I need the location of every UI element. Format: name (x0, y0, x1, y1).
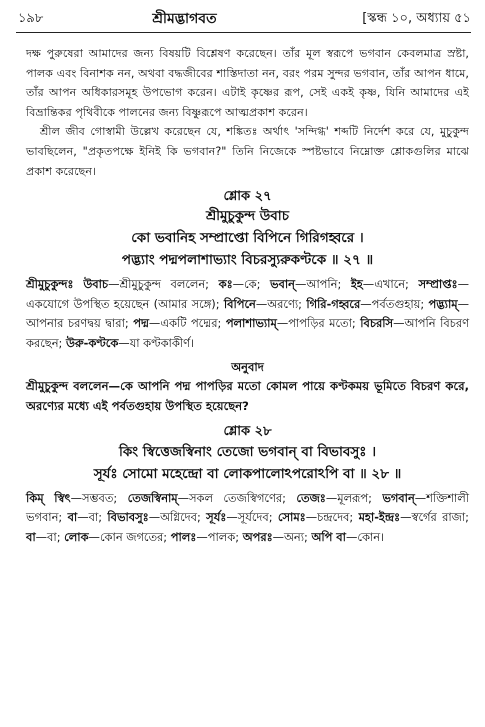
synonym-word: ভবান্ (270, 277, 295, 292)
synonym-meaning: —অরণ্যে; (255, 296, 307, 311)
verse-27-line-2: পদ্ভ্যাং পদ্মপলাশাভ্যাং বিচরস্যুরুকণ্টকে ॥ ২৭ ॥ (121, 252, 374, 269)
synonym-word: বিপিনে (223, 296, 256, 311)
synonym-word: সম্প্রাপ্তঃ (418, 277, 458, 292)
verse-27-translation-label: অনুবাদ (231, 359, 264, 374)
synonym-meaning: —কে; (232, 277, 271, 292)
page-number: ১৯৮ (18, 10, 44, 26)
synonym-meaning: —আপনি; (294, 277, 351, 292)
synonym-meaning: —পর্বতগুহায়; (360, 296, 429, 311)
synonym-meaning: —পাপড়ির মতো; (276, 316, 361, 331)
synonym-word: তেজস্বিনাম্ (127, 490, 178, 505)
synonym-word: শ্রীমুচুকুন্দঃ উবাচ (26, 277, 109, 292)
page-body (26, 44, 469, 547)
synonym-meaning: —সম্ভবত; (70, 490, 128, 505)
synonym-word: পদ্ভ্যাম্ (428, 296, 458, 311)
synonym-word: সোমঃ (277, 510, 306, 525)
synonym-word: কঃ (218, 277, 233, 292)
synonym-word: পদ্ম (133, 316, 149, 331)
synonym-meaning: —শক্তিশালী ভগবান; (26, 490, 469, 525)
synonym-meaning: —সকল তেজস্বিগণের; (177, 490, 297, 505)
synonym-meaning: —চন্দ্রদেব; (305, 510, 359, 525)
verse-28-title: শ্লোক ২৮ (223, 423, 272, 439)
synonym-meaning: —শ্রীমুচুকুন্দ বললেন; (108, 277, 219, 292)
synonym-meaning: —অগ্নিদেব; (148, 510, 207, 525)
synonym-meaning: —সূর্যদেব; (226, 510, 278, 525)
synonym-word: তেজঃ (296, 490, 326, 505)
verse-28-line-1: কিং স্বিত্তেজস্বিনাং তেজো ভগবান্ বা বিভাবসুঃ । (118, 443, 377, 460)
synonym-meaning: —কোন। (345, 529, 385, 544)
verse-27-speaker: শ্রীমুচুকুন্দ উবাচ (205, 208, 290, 225)
page-header (18, 8, 471, 30)
purport-paragraph-1: দক্ষ পুরুষেরা আমাদের জন্য বিষয়টি বিশ্লেষণ করেছেন। তাঁর মূল স্বরূপে ভগবান কেবলমাত্র স্রষ্টা, পালক এবং বিনাশক নন, অথবা বদ্ধজীবের শাস্তিদাতা নন, বরং পরম সুন্দর ভগবান, তাঁর আপন ধামে, তাঁর আপন অধিকারসমূহ উপভোগ করেন। এটাই কৃষ্ণের রূপ, সেই একই কৃষ্ণ, যিনি আমাদের এই বিভ্রান্তিকর পৃথিবীকে পালনের জন্য বিষ্ণুরূপে আত্মপ্রকাশ করেন। (26, 47, 469, 119)
verse-28-line-2: সূর্যঃ সোমো মহেন্দ্রো বা লোকপালোঽপরোঽপি বা ॥ ২৮ ॥ (93, 465, 402, 482)
synonym-word: পলাশাভ্যাম্ (225, 316, 277, 331)
header-rule (16, 32, 471, 33)
verse-28-synonyms (26, 489, 469, 548)
purport-paragraph-2: শ্রীল জীব গোস্বামী উল্লেখ করেছেন যে, শঙ্কিতঃ অর্থাৎ 'সন্দিগ্ধ' শব্দটি নির্দেশ করে যে, মুচুকুন্দ ভাবছিলেন, "প্রকৃতপক্ষে ইনিই কি ভগবান?" তিনি নিজেকে স্পষ্টভাবে নিম্নোক্ত শ্লোকগুলির মাঝে প্রকাশ করেছেন। (26, 125, 469, 178)
synonym-word: বিচরসি (360, 316, 394, 331)
synonym-meaning: —এখানে; (362, 277, 419, 292)
synonym-meaning: —আপনি বিচরণ করছেন; (26, 316, 469, 350)
verse-27-line-1: কো ভবানিহ সম্প্রাপ্তো বিপিনে গিরিগহ্বরে । (131, 230, 364, 247)
synonym-word: গিরি-গহ্বরে (306, 296, 361, 311)
synonym-word: বা (67, 510, 78, 525)
synonym-word: বিভাবসুঃ (107, 510, 149, 525)
synonym-meaning: —যা কণ্টকাকীর্ণ। (118, 335, 195, 350)
synonym-word: উরু-কণ্টকে (65, 335, 119, 350)
synonym-word: বা (26, 529, 36, 544)
verse-27-synonyms (26, 275, 469, 353)
synonym-meaning: —বা; (77, 510, 108, 525)
synonym-word: সূর্যঃ (206, 510, 227, 525)
synonym-word: লোক (64, 529, 89, 544)
synonym-meaning: —মূলরূপ; (325, 490, 383, 505)
section-reference: [স্কন্ধ ১০, অধ্যায় ৫১ (362, 10, 471, 26)
synonym-word: অপি বা (311, 529, 346, 544)
synonym-meaning: —স্বর্গের রাজা; (400, 510, 469, 525)
synonym-meaning: —পালক; (196, 529, 243, 544)
synonym-meaning: —আপনার চরণদ্বয় দ্বারা; (26, 296, 469, 331)
synonym-word: ইহ (350, 277, 363, 292)
synonym-meaning: —কোন জগতের; (88, 529, 171, 544)
synonym-word: মহা-ইন্দ্রঃ (358, 510, 401, 525)
synonym-word: অপরঃ (242, 529, 273, 544)
verse-27-title: শ্লোক ২৭ (223, 189, 272, 205)
synonym-meaning: —বা; (35, 529, 65, 544)
verse-27-translation: শ্রীমুচুকুন্দ বললেন—কে আপনি পদ্ম পাপড়ির মতো কোমল পায়ে কণ্টকময় ভূমিতে বিচরণ করে, অরণ্যের মধ্যে এই পর্বতগুহায় উপস্থিত হয়েছেন? (26, 378, 469, 413)
synonym-word: কিম্ স্বিৎ (26, 490, 71, 505)
synonym-meaning: —অন্য; (272, 529, 312, 544)
synonym-word: ভগবান্ (382, 490, 415, 505)
synonym-meaning: —একযোগে উপস্থিত হয়েছেন (আমার সঙ্গে); (26, 277, 469, 311)
synonym-meaning: —একটি পদ্মের; (148, 316, 226, 331)
book-title: শ্রীমদ্ভাগবত (152, 11, 217, 27)
synonym-word: পালঃ (170, 529, 197, 544)
